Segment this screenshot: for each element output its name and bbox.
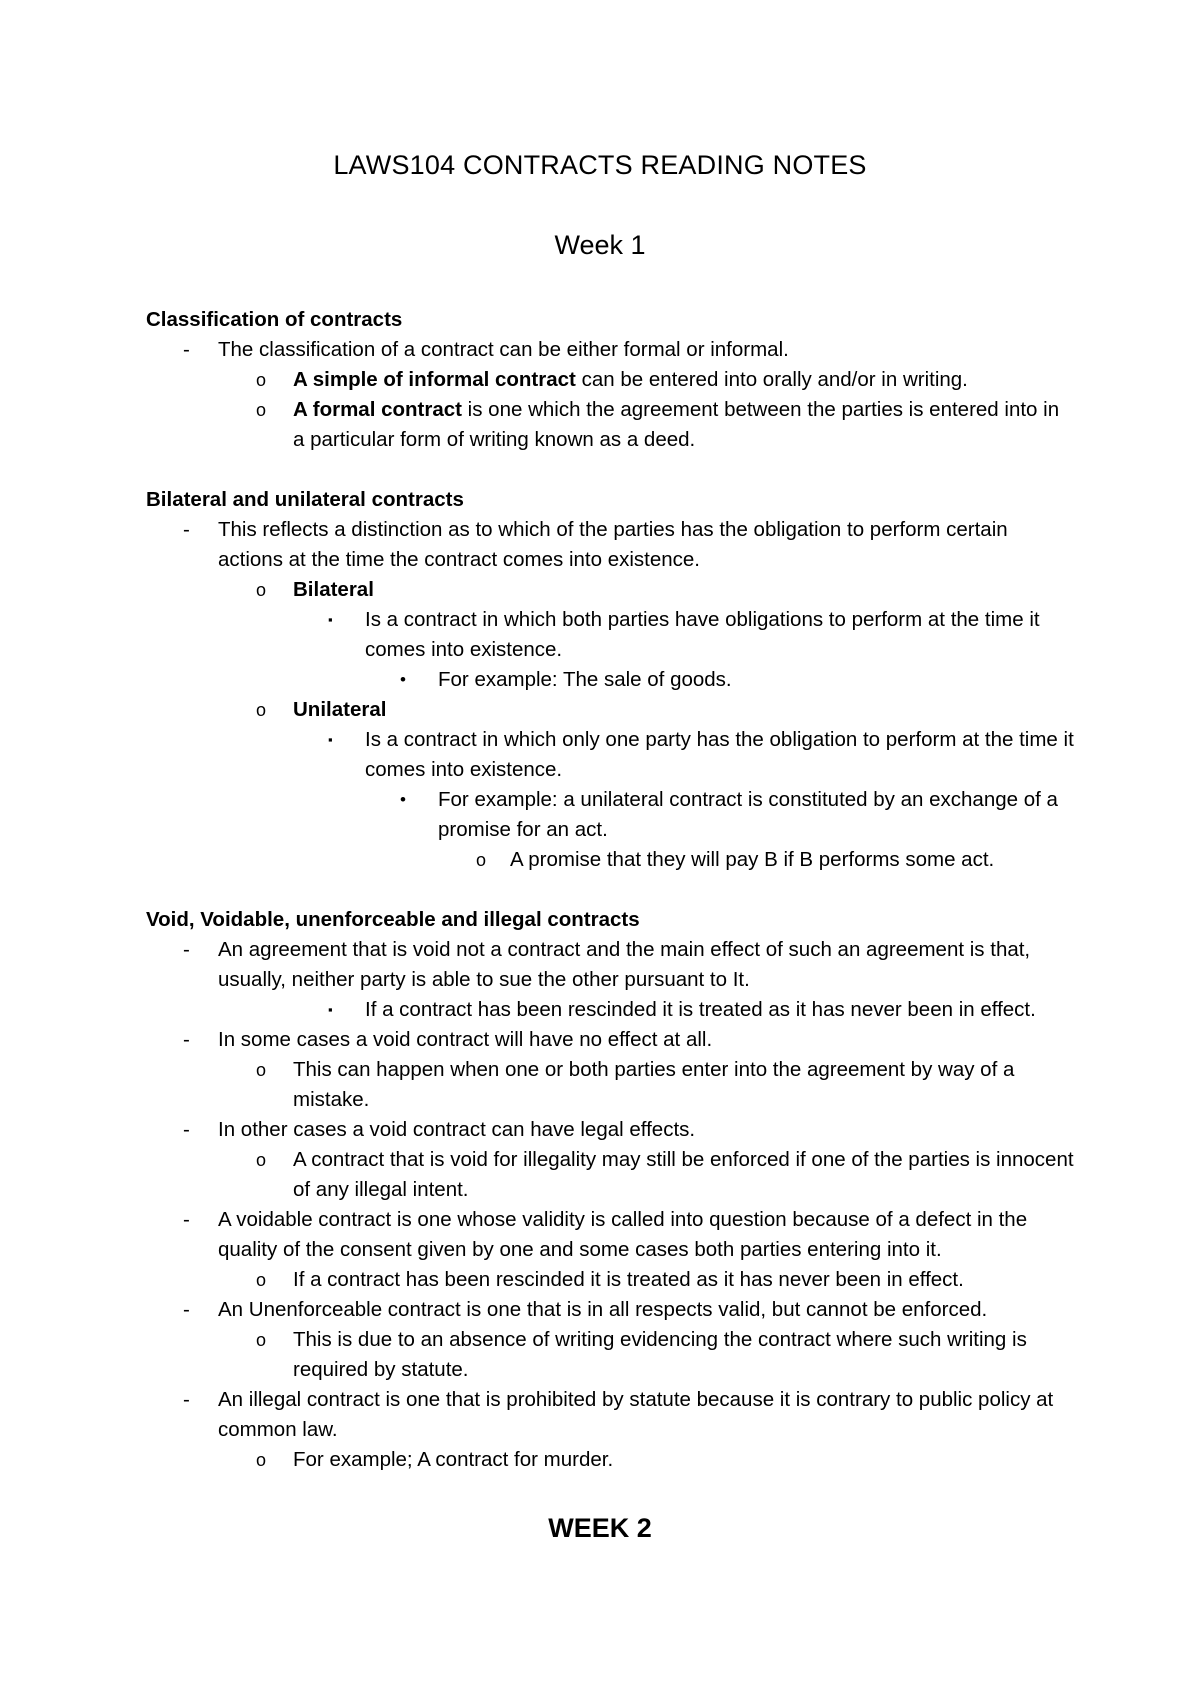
- dash-marker: -: [183, 1388, 190, 1411]
- list-item: [146, 1385, 1076, 1445]
- circle-marker: o: [476, 850, 487, 870]
- circle-marker: o: [256, 700, 267, 720]
- item-text: This reflects a distinction as to which of the parties has the obligation to perform certain actions at the time the contract comes into existence.: [218, 518, 1008, 571]
- item-text: For example: The sale of goods.: [438, 668, 732, 691]
- list-item: [146, 725, 1076, 785]
- item-text: In other cases a void contract can have legal effects.: [218, 1118, 696, 1141]
- list-item: [146, 1445, 1076, 1475]
- bullet-marker: •: [400, 790, 406, 809]
- dash-marker: -: [183, 518, 190, 541]
- item-text: For example; A contract for murder.: [293, 1448, 614, 1471]
- circle-marker: o: [256, 1450, 267, 1470]
- list-item: [146, 1205, 1076, 1265]
- dash-marker: -: [183, 338, 190, 361]
- item-text: This is due to an absence of writing evidencing the contract where such writing is required by statute.: [293, 1328, 1027, 1381]
- item-text: A promise that they will pay B if B performs some act.: [510, 848, 995, 871]
- list-item: [146, 1055, 1076, 1115]
- list-item: [146, 1115, 1076, 1145]
- list-item: [146, 1145, 1076, 1205]
- list-item: [146, 695, 1076, 725]
- circle-marker: o: [256, 1060, 267, 1080]
- item-text: An illegal contract is one that is prohibited by statute because it is contrary to public policy at common law.: [218, 1388, 1054, 1441]
- term-bold: Unilateral: [293, 698, 387, 721]
- square-marker: ▪: [328, 732, 333, 747]
- term-bold: A formal contract: [293, 398, 462, 421]
- square-marker: ▪: [328, 612, 333, 627]
- item-text: If a contract has been rescinded it is treated as it has never been in effect.: [293, 1268, 964, 1291]
- circle-marker: o: [256, 400, 267, 420]
- section-heading-bilateral-unilateral: Bilateral and unilateral contracts: [146, 488, 464, 511]
- dash-marker: -: [183, 1028, 190, 1051]
- item-text: This can happen when one or both parties enter into the agreement by way of a mistake.: [293, 1058, 1015, 1111]
- list-item: [146, 575, 1076, 605]
- list-item: [146, 995, 1076, 1025]
- list-item: [146, 365, 1076, 395]
- dash-marker: -: [183, 1208, 190, 1231]
- circle-marker: o: [256, 580, 267, 600]
- item-text: can be entered into orally and/or in writing.: [575, 368, 968, 391]
- dash-marker: -: [183, 1118, 190, 1141]
- term-bold: Bilateral: [293, 578, 374, 601]
- list-item: [146, 785, 1076, 845]
- list-item: [146, 1025, 1076, 1055]
- list-item: [146, 935, 1076, 995]
- circle-marker: o: [256, 1270, 267, 1290]
- item-text: is one which the agreement between the parties is entered into in a particular form of writing known as a deed.: [293, 398, 1060, 451]
- list-item: [146, 335, 1076, 365]
- list-item: [146, 1325, 1076, 1385]
- dash-marker: -: [183, 1298, 190, 1321]
- list-item: [146, 515, 1076, 575]
- week-2-heading: WEEK 2: [548, 1513, 652, 1543]
- list-item: [146, 845, 1076, 875]
- square-marker: ▪: [328, 1002, 333, 1017]
- section-heading-void-voidable: Void, Voidable, unenforceable and illegal contracts: [146, 908, 640, 931]
- dash-marker: -: [183, 938, 190, 961]
- item-text: Is a contract in which only one party has the obligation to perform at the time it comes into existence.: [365, 728, 1074, 781]
- item-text: Is a contract in which both parties have obligations to perform at the time it comes into existence.: [365, 608, 1040, 661]
- notes-content: [146, 305, 1076, 1475]
- week-1-heading: Week 1: [554, 230, 646, 260]
- list-item: [146, 1265, 1076, 1295]
- list-item: [146, 605, 1076, 665]
- item-text: An Unenforceable contract is one that is in all respects valid, but cannot be enforced.: [218, 1298, 988, 1321]
- item-text: A voidable contract is one whose validity is called into question because of a defect in the quality of the consent given by one and some cases both parties entering into it.: [218, 1208, 1028, 1261]
- circle-marker: o: [256, 1330, 267, 1350]
- item-text: For example: a unilateral contract is constituted by an exchange of a promise for an act.: [438, 788, 1058, 841]
- item-text: The classification of a contract can be either formal or informal.: [218, 338, 789, 361]
- list-item: [146, 1295, 1076, 1325]
- term-bold: A simple of informal contract: [293, 368, 576, 391]
- item-text: A contract that is void for illegality may still be enforced if one of the parties is innocent of any illegal intent.: [293, 1148, 1074, 1201]
- document-title: LAWS104 CONTRACTS READING NOTES: [333, 150, 867, 180]
- section-heading-classification: Classification of contracts: [146, 308, 403, 331]
- list-item: [146, 665, 1076, 695]
- list-item: [146, 395, 1076, 455]
- item-text: An agreement that is void not a contract and the main effect of such an agreement is that, usually, neither party is able to sue the other pursuant to It.: [218, 938, 1031, 991]
- bullet-marker: •: [400, 670, 406, 689]
- circle-marker: o: [256, 1150, 267, 1170]
- item-text: In some cases a void contract will have no effect at all.: [218, 1028, 713, 1051]
- circle-marker: o: [256, 370, 267, 390]
- item-text: If a contract has been rescinded it is treated as it has never been in effect.: [365, 998, 1036, 1021]
